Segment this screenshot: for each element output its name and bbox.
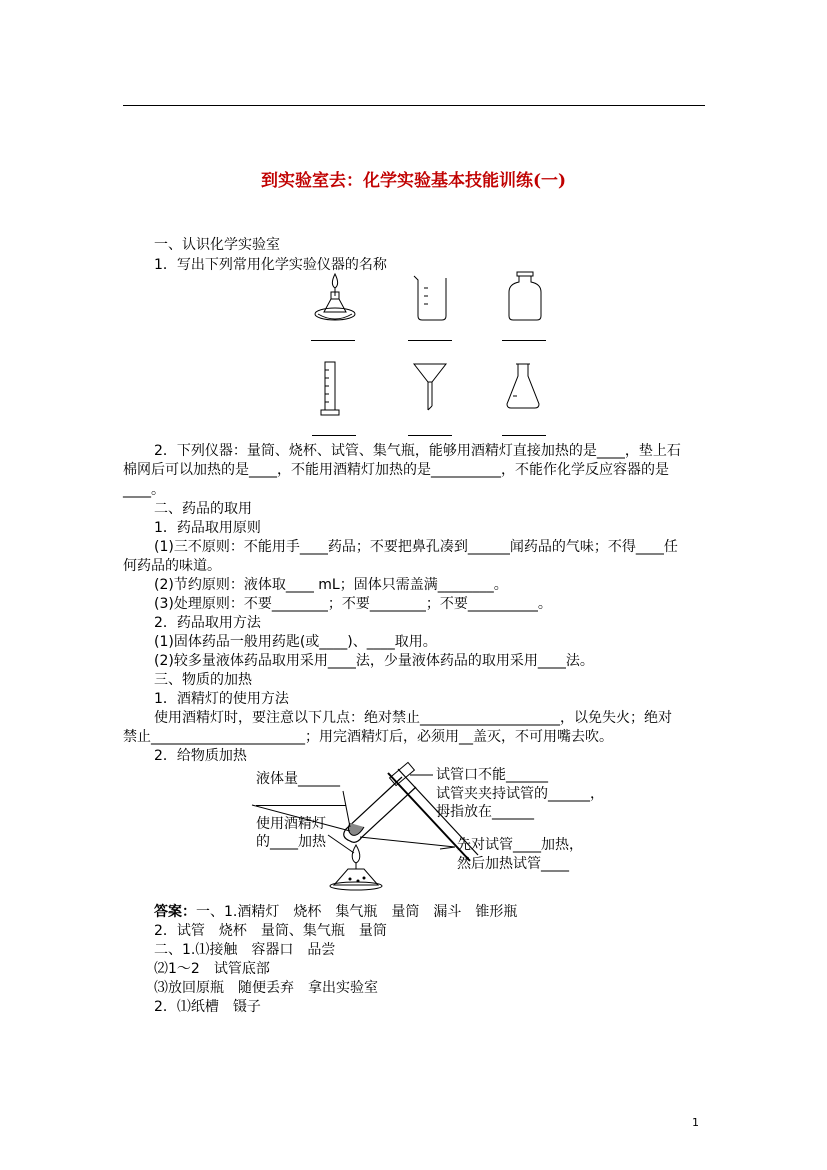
figure-label-heat: 然后加热试管____: [457, 856, 569, 872]
answer-label: 答案：: [154, 904, 196, 920]
question-text: 棉网后可以加热的是____，不能用酒精灯加热的是__________，不能作化学反应容器的是: [123, 462, 669, 478]
figure-label-liquid: 液体量______: [256, 771, 340, 787]
question-text: 2．下列仪器：量筒、烧杯、试管、集气瓶，能够用酒精灯直接加热的是____，垫上石: [154, 443, 681, 459]
answer-blank: [256, 805, 346, 806]
answer-line: 2．⑴纸槽 镊子: [154, 999, 261, 1015]
question-text: (2)较多量液体药品取用采用____法，少量液体药品的取用采用____法。: [154, 653, 594, 669]
question-text: 1．写出下列常用化学实验仪器的名称: [154, 257, 387, 273]
question-text: 使用酒精灯时，要注意以下几点：绝对禁止____________________，以免失火；绝对: [154, 710, 672, 726]
question-text: (2)节约原则：液体取____ mL；固体只需盖满________。: [154, 577, 508, 593]
answer-line: 答案：一、1.酒精灯 烧杯 集气瓶 量筒 漏斗 锥形瓶: [154, 904, 518, 920]
answer-line: ⑵1～2 试管底部: [154, 961, 270, 977]
question-text: ____。: [123, 482, 165, 498]
question-text: 1．酒精灯的使用方法: [154, 691, 289, 707]
figure-label-clamp: 试管夹夹持试管的______，: [436, 786, 604, 802]
answer-blank: [408, 435, 452, 436]
graduated-cylinder-icon: [320, 360, 340, 418]
figure-label-lamp: 的____加热: [256, 834, 326, 850]
question-text: 2．药品取用方法: [154, 615, 261, 631]
question-text: 何药品的味道。: [123, 558, 221, 574]
alcohol-lamp-icon: [310, 272, 360, 324]
answer-blank: [312, 435, 356, 436]
answer-blank: [311, 340, 355, 341]
page-title: 到实验室去：化学实验基本技能训练(一): [260, 171, 567, 191]
question-text: (1)三不原则：不能用手____药品；不要把鼻孔凑到______闻药品的气味；不得____任: [154, 539, 678, 555]
figure-label-clamp: 拇指放在______: [436, 804, 534, 820]
figure-label-heat: 先对试管____加热，: [457, 837, 583, 853]
funnel-icon: [412, 362, 448, 412]
section-heading: 三、物质的加热: [154, 672, 252, 688]
header-rule: [123, 105, 705, 106]
answer-blank: [408, 340, 452, 341]
section-heading: 二、药品的取用: [154, 501, 252, 517]
question-text: 禁止______________________；用完酒精灯后，必须用__盖灭，不可用嘴去吹。: [123, 729, 613, 745]
answer-line: 二、1.⑴接触 容器口 品尝: [154, 942, 336, 958]
conical-flask-icon: [505, 362, 541, 410]
answer-line: 2．试管 烧杯 量筒、集气瓶 量筒: [154, 923, 387, 939]
question-text: 1．药品取用原则: [154, 520, 261, 536]
gas-bottle-icon: [505, 270, 545, 322]
answer-line: ⑶放回原瓶 随便丢弃 拿出实验室: [154, 980, 378, 996]
question-text: (3)处理原则：不要________；不要________；不要__________。: [154, 596, 552, 612]
answer-blank: [502, 340, 546, 341]
page-number: 1: [692, 1116, 699, 1129]
question-text: (1)固体药品一般用药匙(或____)、____取用。: [154, 634, 437, 650]
figure-label-mouth: 试管口不能______: [436, 767, 548, 783]
question-text: 2．给物质加热: [154, 748, 247, 764]
beaker-icon: [410, 274, 452, 322]
section-heading: 一、认识化学实验室: [154, 237, 280, 253]
answer-blank: [502, 435, 546, 436]
figure-label-lamp: 使用酒精灯: [256, 816, 326, 832]
